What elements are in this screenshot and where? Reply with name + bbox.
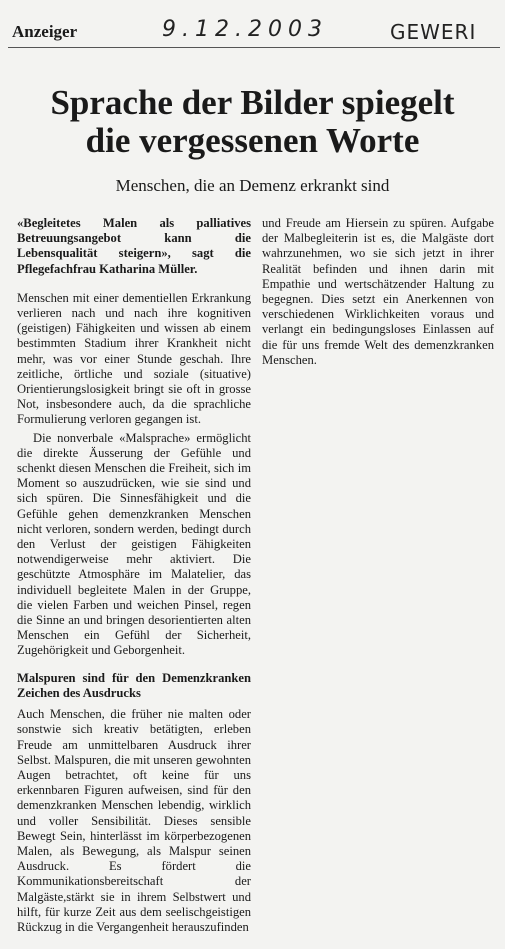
- body-paragraph-2: Die nonverbale «Malsprache» ermöglicht die direkte Äusserung der Gefühle und schenkt diesen Menschen die Freiheit, sich im Moment so auszudrücken, wie sie sind und sich spüren. Die Sinnesfähigkeit und die Gefühle gehen demenzkranken Menschen nicht verloren, sondern werden, bedingt durch den Verlust der geistigen Fähigkeiten notwendigerweise mehr aktiviert. Die geschützte Atmosphäre im Malatelier, das individuell begleitete Malen in der Gruppe, die vielen Farben und weichen Pinsel, regen die Sinne an und bringen desorientierten alten Menschen ein Gefühl der Sicherheit, Zugehörigkeit und Geborgenheit.: [17, 430, 251, 658]
- headline-line-1: Sprache der Bilder spiegelt: [50, 83, 455, 122]
- newspaper-name: Anzeiger: [12, 22, 78, 41]
- headline-line-2: die vergessenen Worte: [85, 121, 420, 160]
- header-rule: [8, 47, 500, 48]
- body-paragraph-1: Menschen mit einer dementiellen Erkrankung verlieren nach und nach ihre kognitiven (geistigen) Fähigkeiten und wissen ab einem bestimmten Stadium ihrer Krankheit nicht mehr, was vor einer Stunde geschah. Ihre zeitliche, örtliche und soziale (situative) Orientierungslosigkeit bringt sie oft in grosse Not, insbesondere auch, da die sprachliche Formulierung verloren gegangen ist.: [17, 290, 251, 427]
- subtitle: Menschen, die an Demenz erkrankt sind: [115, 176, 390, 195]
- column-right: [262, 216, 494, 368]
- lead-paragraph: «Begleitetes Malen als palliatives Betreuungsangebot kann die Lebensqualität steigern», sagt die Pflegefachfrau Katharina Müller.: [17, 216, 251, 276]
- subheading: Malspuren sind für den Demenzkranken Zeichen des Ausdrucks: [17, 670, 251, 700]
- section-label: GEWERI: [390, 20, 477, 44]
- headline: [0, 84, 505, 160]
- column-left: [17, 216, 251, 935]
- handwritten-date: 9.12.2003: [162, 17, 328, 42]
- body-paragraph-3-part-1: Auch Menschen, die früher nie malten oder sonstwie sich kreativ betätigten, erleben Freude am unmittelbaren Ausdruck ihrer Selbst. Malspuren, die mit unseren gewohnten Augen betrachtet, oft keine für uns erkennbaren Figuren aufweisen, sind für den demenzkranken Menschen lebendig, wirklich und voller Sensibilität. Dieses sensible Bewegt Sein, hinterlässt im körperbezogenen Malen, als Bewegung, als Malspur seinen Ausdruck. Es fördert die Kommunikationsbereitschaft der Malgäste,stärkt sie in ihrem Selbstwert und hilft, für kurze Zeit aus dem seelischgeistigen Rückzug in die Vergangenheit herauszufinden: [17, 707, 251, 934]
- body-paragraph-3-part-2: und Freude am Hiersein zu spüren. Aufgabe der Malbegleiterin ist es, die Malgäste dort wahrzunehmen, wo sie sich jetzt in ihrer Realität befinden und ihnen darin mit Empathie und wertschätzender Haltung zu begegnen. Dies setzt ein Anerkennen von verschiedenen Wirklichkeiten voraus und verlangt ein bedingungsloses Einlassen auf die für uns fremde Welt des demenzkranken Menschen.: [262, 216, 494, 367]
